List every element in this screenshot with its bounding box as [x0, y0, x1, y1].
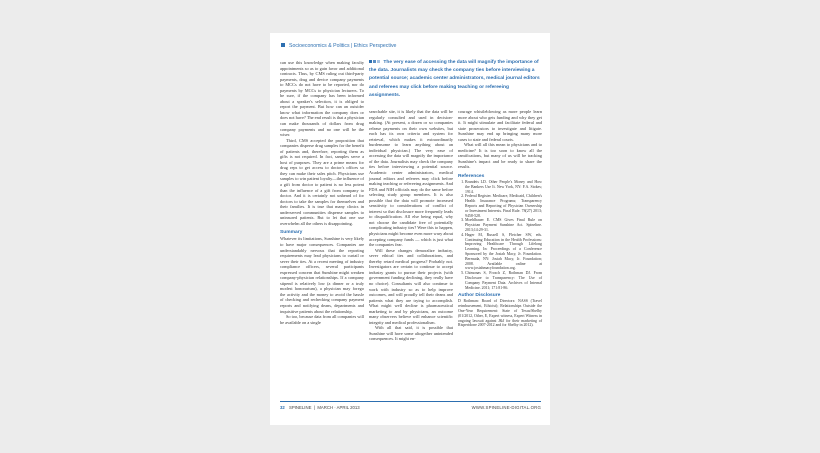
- paragraph: With all that said, it is possible that Sunshine will have some altogether unintended consequences. It might en-: [369, 325, 453, 342]
- paragraph: Whatever its limitations, Sunshine is very likely to have major consequences. Companies are understandably nervous that the reporting requirements may lead physicians to curtail or sever their ties. At a recent meeting of industry compliance officers, several participants expressed concern that Sunshine might weaken company-physician relationships. If a company stipend is relatively low (a dinner or a truly modest honorarium), a physician may forego the activity and the money to avoid the hassle of checking and rechecking company payment reports and notifying deans, departments and inquisitive patients about the relationship.: [280, 236, 364, 314]
- reference-item: 1. Brandeis LD. Other People's Money and How the Bankers Use It. New York, NY: F.A. Stokes; 1914.: [465, 180, 542, 194]
- footer-rule: [280, 401, 541, 402]
- column-2: [369, 109, 453, 342]
- paragraph: courage whistleblowing as more people learn more about who gets funding and why they get it. It might stimulate and facilitate federal and state prosecutors to investigate and litigate. Sunshine may end up bringing many more cases to state and federal courts.: [458, 109, 542, 142]
- blue-square-icon: [281, 43, 285, 47]
- footer-website: WWW.SPINELINE-DIGITAL.ORG: [471, 405, 541, 410]
- publication-name: SPINELINE: [288, 405, 312, 410]
- paragraph: Will these changes demoralize industry, sever ethical ties and collaborations, and thereby retard medical progress? Probably not. Investigators are certain to continue to accept industry grants to pursue their projects (with government funding declining, they really have no choice). Consultants will also continue to work with industry so as to help improve outcomes, and will proudly tell their deans and patients what they are trying to accomplish. What might well decline is pharmaceutical marketing to and by physicians, an outcome many observers believe will enhance scientific integrity and medical professionalism.: [369, 247, 453, 325]
- pull-quote: [369, 59, 541, 100]
- dots-icon: [369, 59, 380, 67]
- page-number: 32: [280, 405, 285, 410]
- paragraph: searchable site, it is likely that the data will be regularly consulted and used in decision-making. (At present, a dozen or so companies release payments on their own websites, but each has its own criteria and system for retrieval, which makes it extraordinarily burdensome to learn anything about an individual physician.) The very ease of accessing the data will magnify the importance of the data. Journalists may check the company ties before interviewing a potential source. Academic center administrators, medical journal editors and referees may click before making teaching or refereeing assignments. And FDA and NIH officials may do the same before selecting study group members. It is also possible that the data will promote increased sensitivity to considerations of conflict of interest so that disclosure more frequently leads to disqualification. All else being equal, why not choose the candidate free of potentially complicating industry ties? Were this to happen, physicians might become even more wary about accepting company funds — which is just what the companies fear.: [369, 109, 453, 248]
- reference-item: 4. Hager M, Russell S, Fletcher SW, eds. Continuing Education in the Health Professions: Improving Healthcare Through Lifelong Learning. In: Proceedings of a Conference Sponsored by the Josiah Macy, Jr. Foundation. Bermuda, NY: Josiah Macy, Jr. Foundation; 2008. Available online at www.josiahmacyfoundation.org.: [465, 233, 542, 271]
- section-header: [281, 43, 396, 49]
- references-list: [458, 180, 542, 290]
- pull-quote-text: The very ease of accessing the data will magnify the importance of the data. Journalists may check the company ties before interviewing a potential source; academic center administrators, medical journal editors and referees may click before making teaching or refereeing assignments.: [369, 60, 540, 98]
- paragraph: What will all this mean to physicians and to medicine? It is too soon to know all the ramifications, but many of us will be tracking Sunshine's impact and be ready to share the results.: [458, 142, 542, 170]
- summary-heading: Summary: [280, 230, 303, 236]
- column-1: [280, 60, 364, 325]
- reference-item: 3. Moehlbauer E. CMS Gives Final Rule on Physician Payment Sunshine Act. Spineline. 2013;14:29-31.: [465, 218, 542, 232]
- references-heading: References: [458, 174, 485, 180]
- section-title: Socioeconomics & Politics | Ethics Perspective: [289, 43, 397, 49]
- issue-date: MARCH · APRIL 2013: [317, 405, 360, 410]
- reference-item: 2. Federal Register. Medicare, Medicaid, Children's Health Insurance Programs; Transparency Reports and Reporting of Physician Ownership or Investment Interests. Final Rule. 78(27) 2013; 9458-528.: [465, 194, 542, 218]
- paragraph: can use this knowledge when making faculty appointments so as to gain favor and additional contracts. Thus, by CMS ruling out third-party payments, drug and device company payments to MCCs do not have to be reported, nor do payments by MCCs to physician lecturers. To be sure, if the company has been informed about a speaker's selection, it is obliged to report the payment. But how can an outsider know what information the company does or does not have? The end result is that a physician can make thousands of dollars from drug company payments and no one will be the wiser.: [280, 60, 364, 138]
- author-disclosure-heading: Author Disclosure: [458, 293, 501, 299]
- paragraph: So too, because data from all companies will be available on a single: [280, 314, 364, 325]
- footer-left: [280, 405, 360, 410]
- footer-separator: |: [312, 405, 318, 410]
- paragraph: Third, CMS accepted the proposition that companies disperse drug samples for the benefit of patients and, therefore, reporting them as gifts is not required. In fact, samples serve a host of purposes. They are a prime means for drug reps to get access to doctor's offices so they can make their sales pitch. Physicians use samples to win patient loyalty—the influence of a gift from doctor to patient is no less potent than the influence of a gift from company to doctor. And it is certainly not unheard of for doctors to take the samples for themselves and their families. It is true that many clinics in underserved communities dispense samples to uninsured patients. But to let that one use overwhelm all the others is disappointing.: [280, 137, 364, 226]
- reference-item: 5. Chimonas S, Frosch Z, Rothman DJ. From Disclosure to Transparency: The Use of Company Payment Data. Archives of Internal Medicine. 2011; 171:81-86.: [465, 271, 542, 290]
- author-disclosure-text: D Rothman: Board of Directors: NASS (Travel reimbursement, Ethicist); Relationships Outside the One-Year Requirement: State of Texas/Shelby (01/2012, Other, E, Expert witness, Expert Witness in ongoing lawsuit against J&J for their marketing of Risperidone 2007-2012 and for Shelby in 2012).: [458, 299, 542, 328]
- column-3: [458, 109, 542, 328]
